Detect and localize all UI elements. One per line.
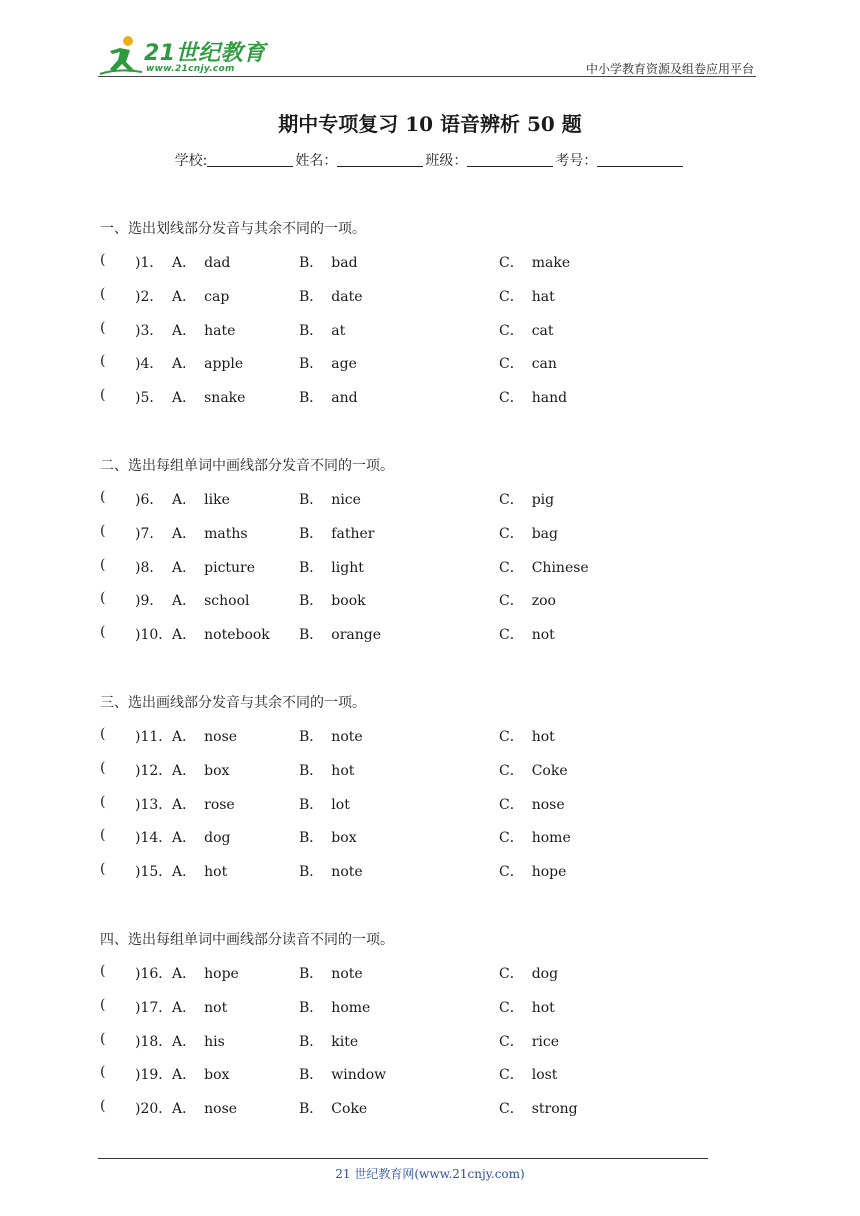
option-label: B． [299, 729, 324, 745]
option-label: B． [299, 255, 324, 271]
option-label: B． [299, 966, 324, 982]
option-b [299, 726, 363, 746]
option-a [172, 252, 230, 272]
option-b [299, 1098, 367, 1118]
question-number: )13． [135, 796, 173, 813]
option-label: A． [172, 999, 197, 1016]
option-label: C． [499, 356, 524, 373]
question-number: )14． [135, 830, 173, 847]
option-word: box [204, 762, 230, 779]
option-label: B． [299, 322, 324, 339]
option-label: C． [499, 627, 524, 644]
answer-paren[interactable]: ( [100, 285, 106, 302]
option-word: hate [204, 322, 236, 339]
option-word: hope [531, 864, 567, 881]
option-a [172, 997, 227, 1017]
option-label: C． [499, 729, 524, 745]
option-word: hot [204, 864, 228, 881]
option-label: C． [499, 525, 524, 542]
option-b [299, 590, 366, 610]
option-label: B． [299, 288, 324, 305]
option-label: A． [172, 796, 197, 813]
option-label: A． [172, 593, 197, 610]
header-divider [98, 76, 756, 77]
option-c [499, 624, 555, 644]
option-a [172, 760, 229, 780]
option-c [499, 760, 568, 780]
option-word: his [204, 1033, 225, 1050]
question-number: )11． [135, 729, 173, 745]
exam-no-blank[interactable] [597, 152, 683, 167]
question-number: )15． [135, 864, 173, 881]
option-word: rice [531, 1033, 560, 1050]
option-a [172, 320, 235, 340]
option-label: B． [299, 796, 324, 813]
section-title: 二、选出每组单词中画线部分发音不同的一项。 [100, 458, 394, 474]
option-b [299, 827, 357, 847]
option-a [172, 726, 237, 746]
answer-paren[interactable]: ( [100, 726, 106, 742]
answer-paren[interactable]: ( [100, 489, 106, 505]
option-c [499, 523, 558, 543]
option-word: dad [204, 255, 231, 271]
option-c [499, 1098, 578, 1118]
option-b [299, 997, 370, 1017]
section-title: 四、选出每组单词中画线部分读音不同的一项。 [100, 932, 394, 948]
option-word: hand [531, 390, 568, 407]
option-label: A． [172, 492, 197, 508]
question-row [100, 760, 760, 780]
option-word: note [331, 864, 363, 881]
question-number: )17． [135, 999, 173, 1016]
option-label: C． [499, 390, 524, 407]
option-label: C． [499, 762, 524, 779]
option-word: pig [531, 492, 555, 508]
question-row [100, 557, 760, 577]
option-c [499, 963, 558, 983]
answer-paren[interactable]: ( [100, 624, 106, 641]
option-label: C． [499, 999, 524, 1016]
question-row [100, 827, 760, 847]
option-a [172, 489, 230, 509]
option-b [299, 523, 374, 543]
logo-text: 21世纪教育 [144, 41, 266, 66]
option-word: strong [531, 1101, 578, 1118]
option-label: A． [172, 1101, 197, 1118]
option-a [172, 1098, 237, 1118]
exam-no-label: 考号： [555, 153, 598, 169]
question-row [100, 1064, 760, 1084]
answer-paren[interactable]: ( [100, 759, 106, 776]
option-label: C． [499, 796, 524, 813]
option-label: C． [499, 288, 524, 305]
question-number: )6． [135, 492, 164, 508]
option-word: note [331, 729, 363, 745]
option-label: A． [172, 762, 197, 779]
option-word: apple [204, 356, 244, 373]
question-number: )18． [135, 1033, 173, 1050]
option-a [172, 861, 227, 881]
question-number: )12． [135, 762, 173, 779]
school-label: 学校: [174, 153, 208, 169]
option-a [172, 1031, 225, 1051]
option-label: A． [172, 390, 197, 407]
option-a [172, 353, 243, 373]
option-c [499, 286, 555, 306]
option-a [172, 286, 229, 306]
option-a [172, 1064, 229, 1084]
option-a [172, 963, 239, 983]
answer-paren[interactable]: ( [100, 793, 106, 810]
option-label: B． [299, 830, 324, 847]
option-word: cap [204, 288, 230, 305]
question-number: )10． [135, 627, 173, 644]
option-b [299, 760, 354, 780]
option-label: C． [499, 322, 524, 339]
question-row [100, 353, 760, 373]
option-c [499, 1031, 559, 1051]
option-word: and [331, 390, 358, 407]
option-label: B． [299, 864, 324, 881]
option-c [499, 827, 571, 847]
option-word: note [331, 966, 363, 982]
option-word: hot [531, 999, 555, 1016]
option-c [499, 489, 554, 509]
option-word: home [331, 999, 371, 1016]
option-label: A． [172, 525, 197, 542]
option-label: B． [299, 1101, 324, 1118]
logo [98, 34, 268, 78]
option-word: can [531, 356, 557, 373]
option-b [299, 489, 361, 509]
option-word: lost [531, 1067, 558, 1084]
school-blank[interactable] [207, 152, 293, 167]
option-c [499, 794, 565, 814]
option-word: cat [531, 322, 554, 339]
option-word: like [204, 492, 230, 508]
answer-paren[interactable]: ( [100, 252, 106, 268]
option-word: nose [204, 1101, 238, 1118]
option-word: Coke [331, 1101, 368, 1118]
class-label: 班级： [425, 153, 468, 169]
option-word: box [204, 1067, 230, 1084]
option-label: A． [172, 255, 197, 271]
answer-paren[interactable]: ( [100, 996, 106, 1013]
question-number: )16． [135, 966, 173, 982]
option-word: nose [204, 729, 238, 745]
question-number: )9． [135, 593, 164, 610]
option-word: date [331, 288, 363, 305]
option-a [172, 624, 270, 644]
option-word: kite [331, 1033, 359, 1050]
option-b [299, 387, 358, 407]
option-label: A． [172, 322, 197, 339]
question-row [100, 252, 760, 272]
option-word: lot [331, 796, 350, 813]
option-word: picture [204, 559, 256, 576]
option-label: C． [499, 593, 524, 610]
option-word: age [331, 356, 357, 373]
answer-paren[interactable]: ( [100, 1030, 106, 1047]
option-label: C． [499, 1067, 524, 1084]
question-number: )8． [135, 559, 164, 576]
question-row [100, 624, 760, 644]
option-label: C． [499, 966, 524, 982]
question-number: )4． [135, 356, 164, 373]
option-label: B． [299, 492, 324, 508]
option-label: B． [299, 593, 324, 610]
question-row [100, 861, 760, 881]
answer-paren[interactable]: ( [100, 963, 106, 979]
section-title: 一、选出划线部分发音与其余不同的一项。 [100, 221, 366, 237]
question-number: )5． [135, 390, 164, 407]
option-b [299, 320, 345, 340]
option-word: book [331, 593, 366, 610]
option-word: school [204, 593, 250, 610]
option-b [299, 794, 350, 814]
name-blank[interactable] [337, 152, 423, 167]
option-label: B． [299, 1067, 324, 1084]
option-label: A． [172, 966, 197, 982]
option-word: hot [331, 762, 355, 779]
option-label: A． [172, 729, 197, 745]
option-word: orange [331, 627, 382, 644]
option-label: C． [499, 492, 524, 508]
option-b [299, 1031, 358, 1051]
option-b [299, 861, 363, 881]
answer-paren[interactable]: ( [100, 1098, 106, 1115]
question-number: )3． [135, 322, 164, 339]
logo-url: www.21cnjy.com [146, 64, 235, 74]
answer-paren[interactable]: ( [100, 827, 106, 844]
option-word: zoo [531, 593, 556, 610]
option-word: Coke [531, 762, 568, 779]
question-row [100, 1098, 760, 1118]
question-row [100, 794, 760, 814]
option-label: B． [299, 999, 324, 1016]
page-footer: 21 世纪教育网(www.21cnjy.com) [335, 1167, 525, 1181]
option-label: A． [172, 356, 197, 373]
question-number: )2． [135, 288, 164, 305]
option-label: A． [172, 864, 197, 881]
question-row [100, 523, 760, 543]
answer-paren[interactable]: ( [100, 353, 106, 370]
option-b [299, 624, 381, 644]
platform-name: 中小学教育资源及组卷应用平台 [585, 62, 754, 76]
option-a [172, 557, 255, 577]
question-row [100, 997, 760, 1017]
option-c [499, 387, 567, 407]
runner-logo-icon [98, 34, 144, 78]
option-a [172, 590, 250, 610]
option-word: not [531, 627, 555, 644]
option-label: B． [299, 525, 324, 542]
option-label: C． [499, 830, 524, 847]
option-word: nose [531, 796, 565, 813]
option-b [299, 1064, 386, 1084]
option-word: maths [204, 525, 248, 542]
answer-paren[interactable]: ( [100, 1064, 106, 1081]
option-label: B． [299, 627, 324, 644]
option-word: hat [531, 288, 555, 305]
option-b [299, 557, 364, 577]
page-title: 期中专项复习 10 语音辨析 50 题 [278, 112, 582, 136]
option-word: bad [331, 255, 358, 271]
option-c [499, 353, 557, 373]
option-c [499, 726, 555, 746]
option-label: C． [499, 864, 524, 881]
question-row [100, 387, 760, 407]
option-word: home [531, 830, 571, 847]
question-row [100, 963, 760, 983]
option-word: father [331, 525, 375, 542]
question-row [100, 489, 760, 509]
option-a [172, 794, 235, 814]
option-b [299, 286, 363, 306]
option-word: make [531, 255, 571, 271]
answer-paren[interactable]: ( [100, 590, 106, 607]
option-label: B． [299, 559, 324, 576]
option-label: C． [499, 559, 524, 576]
option-label: A． [172, 288, 197, 305]
option-c [499, 861, 566, 881]
option-c [499, 320, 554, 340]
option-a [172, 827, 230, 847]
option-label: A． [172, 1033, 197, 1050]
option-label: B． [299, 1033, 324, 1050]
option-c [499, 557, 589, 577]
option-a [172, 387, 245, 407]
page-header [98, 30, 756, 78]
class-blank[interactable] [467, 152, 553, 167]
option-word: nice [331, 492, 361, 508]
answer-paren[interactable]: ( [100, 522, 106, 539]
question-row [100, 1031, 760, 1051]
option-word: dog [531, 966, 559, 982]
question-number: )1． [135, 255, 164, 271]
question-number: )20． [135, 1101, 173, 1118]
option-word: hot [531, 729, 555, 745]
option-word: notebook [204, 627, 270, 644]
option-word: bag [531, 525, 558, 542]
option-label: B． [299, 390, 324, 407]
option-b [299, 252, 358, 272]
option-a [172, 523, 248, 543]
question-row [100, 590, 760, 610]
option-label: B． [299, 762, 324, 779]
option-c [499, 590, 556, 610]
question-row [100, 286, 760, 306]
option-b [299, 963, 363, 983]
answer-paren[interactable]: ( [100, 556, 106, 573]
option-c [499, 252, 570, 272]
option-label: C． [499, 1033, 524, 1050]
question-number: )19． [135, 1067, 173, 1084]
answer-paren[interactable]: ( [100, 861, 106, 878]
option-word: window [331, 1067, 387, 1084]
option-word: snake [204, 390, 246, 407]
answer-paren[interactable]: ( [100, 387, 106, 404]
section-title: 三、选出画线部分发音与其余不同的一项。 [100, 695, 366, 711]
footer-divider [98, 1158, 708, 1159]
question-row [100, 320, 760, 340]
option-word: hope [204, 966, 239, 982]
name-label: 姓名： [295, 153, 338, 169]
option-word: dog [204, 830, 231, 847]
option-word: light [331, 559, 364, 576]
answer-paren[interactable]: ( [100, 319, 106, 336]
question-row [100, 726, 760, 746]
option-label: A． [172, 627, 197, 644]
option-word: at [331, 322, 346, 339]
option-label: C． [499, 255, 524, 271]
option-c [499, 1064, 557, 1084]
option-label: A． [172, 1067, 197, 1084]
option-label: A． [172, 830, 197, 847]
question-number: )7． [135, 525, 164, 542]
option-word: Chinese [531, 559, 589, 576]
option-label: C． [499, 1101, 524, 1118]
option-word: box [331, 830, 357, 847]
option-c [499, 997, 555, 1017]
option-label: B． [299, 356, 324, 373]
option-b [299, 353, 357, 373]
option-label: A． [172, 559, 197, 576]
option-word: rose [204, 796, 235, 813]
student-info-line [0, 150, 860, 170]
option-word: not [204, 999, 228, 1016]
